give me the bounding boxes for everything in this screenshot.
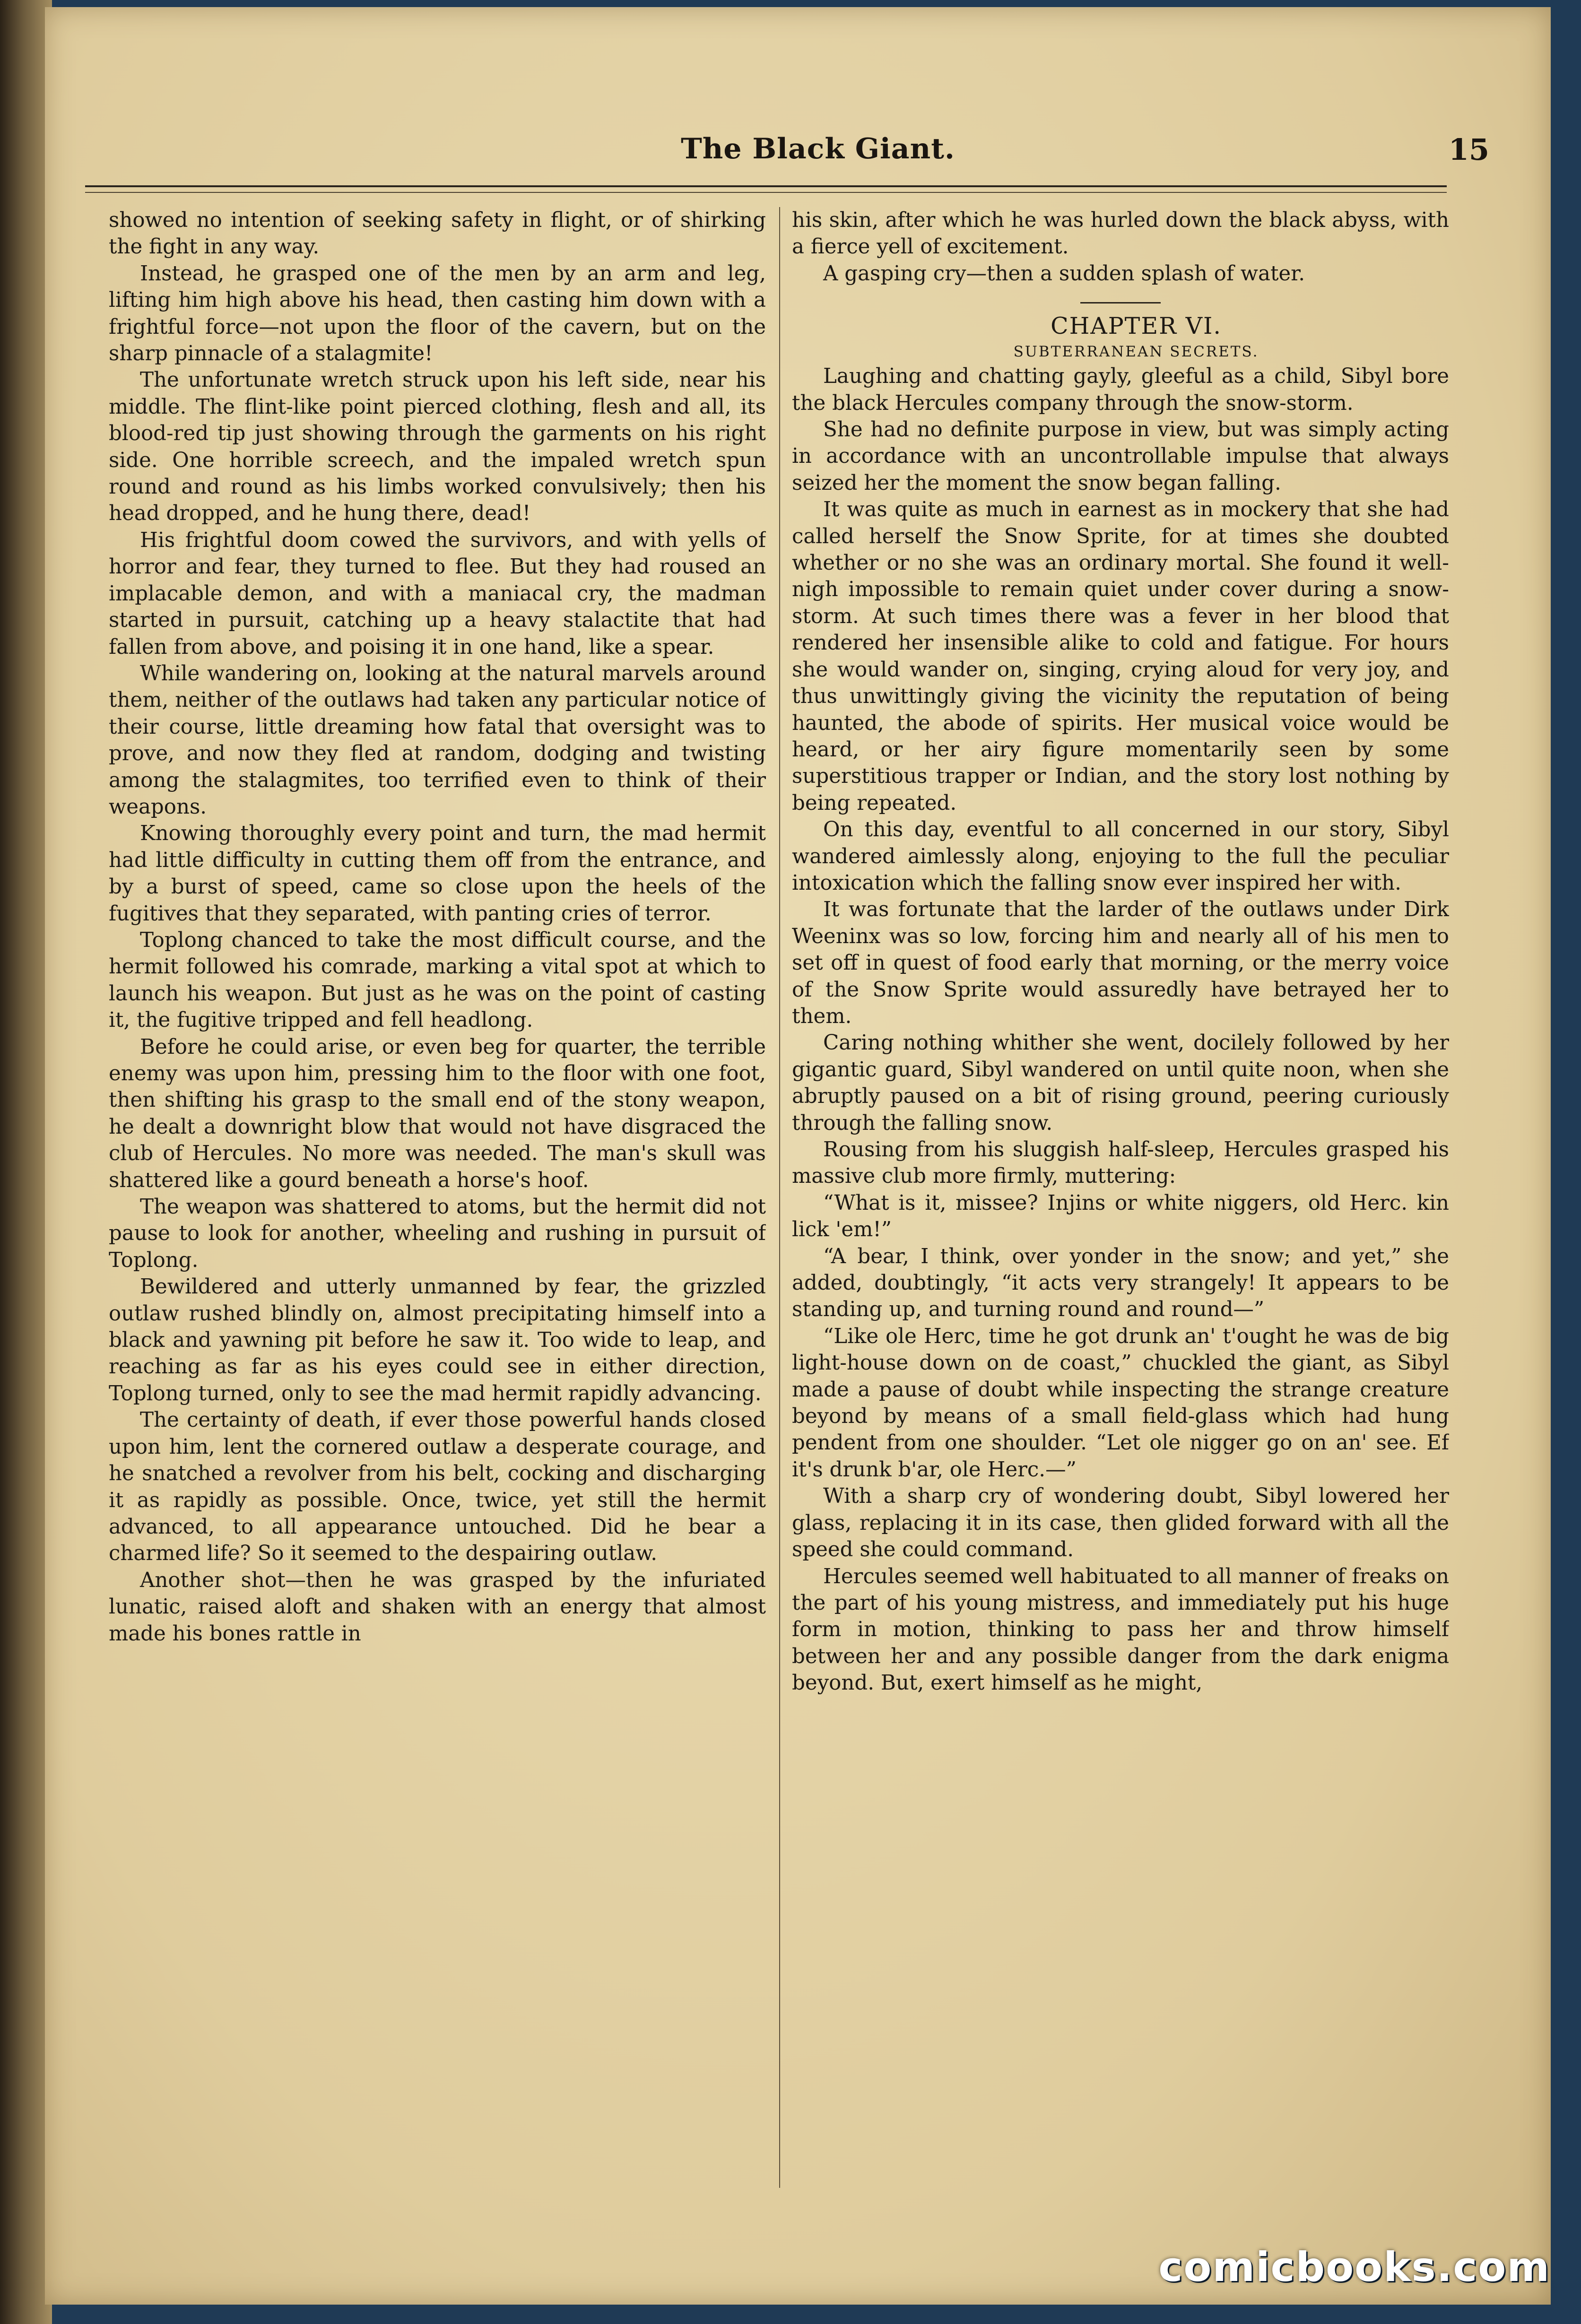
chapter-subtitle: SUBTERRANEAN SECRETS. xyxy=(1013,343,1259,361)
paragraph: Before he could arise, or even beg for quarter, the terrible enemy was upon him, pressing him to the floor with one foot, then shifting his grasp to the small end of the stony weapon, he dealt a downright blow that would not have disgraced the club of Hercules. No more was needed. The man's skull was shattered like a gourd beneath a horse's hoof. xyxy=(109,1035,766,1192)
left-column xyxy=(109,207,766,2183)
paragraph: Laughing and chatting gayly, gleeful as a child, Sibyl bore the black Hercules company through the snow-storm. xyxy=(792,364,1449,415)
paragraph: Toplong chanced to take the most difficult course, and the hermit followed his comrade, marking a vital spot at which to launch his weapon. But just as he was on the point of casting it, the fugitive tripped and fell headlong. xyxy=(109,928,766,1032)
text-columns xyxy=(109,207,1447,2193)
column-divider xyxy=(779,207,780,2188)
paragraph: She had no definite purpose in view, but was simply acting in accordance with an uncontrollable impulse that always seized her the moment the snow began falling. xyxy=(792,418,1449,495)
right-column xyxy=(792,207,1449,2183)
paragraph: “A bear, I think, over yonder in the snow; and yet,” she added, doubtingly, “it acts very strangely! It appears to be standing up, and turning round and round—” xyxy=(792,1244,1449,1322)
paragraph: “Like ole Herc, time he got drunk an' t'ought he was de big light-house down on de coast,” chuckled the giant, as Sibyl made a pause of doubt while inspecting the strange creature beyond by means of a small field-glass which had hung pendent from one shoulder. “Let ole nigger go on an' see. Ef it's drunk b'ar, ole Herc.—” xyxy=(792,1324,1449,1482)
paragraph: Instead, he grasped one of the men by an arm and leg, lifting him high above his head, then casting him down with a frightful force—not upon the floor of the cavern, but on the sharp pinnacle of a stalagmite! xyxy=(109,261,766,366)
paragraph: his skin, after which he was hurled down the black abyss, with a fierce yell of excitement. xyxy=(792,208,1449,259)
scan-binding-edge xyxy=(0,0,52,2324)
paragraph: It was quite as much in earnest as in mockery that she had called herself the Snow Sprite, for at times she doubted whether or no she was an ordinary mortal. She found it well-nigh impossible to remain quiet under cover during a snow-storm. At such times there was a fever in her blood that rendered her insensible alike to cold and fatigue. For hours she would wander on, singing, crying aloud for very joy, and thus unwittingly giving the vicinity the reputation of being haunted, the abode of spirits. Her musical voice would be heard, or her airy figure momentarily seen by some superstitious trapper or Indian, and the story lost nothing by being repeated. xyxy=(792,498,1449,815)
header-rule xyxy=(85,185,1447,193)
paragraph: His frightful doom cowed the survivors, and with yells of horror and fear, they turned to flee. But they had roused an implacable demon, and with a maniacal cry, the madman started in pursuit, catching up a heavy stalactite that had fallen from above, and poising it in one hand, like a spear. xyxy=(109,528,766,659)
watermark: comicbooks.com xyxy=(1158,2244,1550,2291)
running-header xyxy=(147,132,1489,175)
paragraph: It was fortunate that the larder of the outlaws under Dirk Weeninx was so low, forcing him and nearly all of his men to set off in quest of food early that morning, or the merry voice of the Snow Sprite would assuredly have betrayed her to them. xyxy=(792,898,1449,1028)
chapter-title: CHAPTER VI. xyxy=(1051,312,1222,340)
paragraph: The certainty of death, if ever those powerful hands closed upon him, lent the cornered outlaw a desperate courage, and he snatched a revolver from his belt, cocking and discharging it as rapidly as possible. Once, twice, yet still the hermit advanced, to all appearance untouched. Did he bear a charmed life? So it seemed to the despairing outlaw. xyxy=(109,1408,766,1566)
page-number: 15 xyxy=(1448,132,1489,167)
paragraph: With a sharp cry of wondering doubt, Sibyl lowered her glass, replacing it in its case, then glided forward with all the speed she could command. xyxy=(792,1484,1449,1562)
paragraph: Knowing thoroughly every point and turn, the mad hermit had little difficulty in cutting them off from the entrance, and by a burst of speed, came so close upon the heels of the fugitives that they separated, with panting cries of terror. xyxy=(109,822,766,926)
page-title: The Black Giant. xyxy=(681,132,955,165)
paragraph: The unfortunate wretch struck upon his left side, near his middle. The flint-like point pierced clothing, flesh and all, its blood-red tip just showing through the garments on his right side. One horrible screech, and the impaled wretch spun round and round as his limbs worked convulsively; then his head dropped, and he hung there, dead! xyxy=(109,368,766,526)
paragraph: Caring nothing whither she went, docilely followed by her gigantic guard, Sibyl wandered on until quite noon, when she abruptly paused on a bit of rising ground, peering curiously through the falling snow. xyxy=(792,1031,1449,1135)
paragraph: Bewildered and utterly unmanned by fear, the grizzled outlaw rushed blindly on, almost precipitating himself into a black and yawning pit before he saw it. Too wide to leap, and reaching as far as his eyes could see in either direction, Toplong turned, only to see the mad hermit rapidly advancing. xyxy=(109,1275,766,1405)
paragraph: Hercules seemed well habituated to all manner of freaks on the part of his young mistress, and immediately put his huge form in motion, thinking to pass her and throw himself between her and any possible danger from the dark enigma beyond. But, exert himself as he might, xyxy=(792,1564,1449,1695)
paragraph: showed no intention of seeking safety in flight, or of shirking the fight in any way. xyxy=(109,208,766,259)
paragraph: Rousing from his sluggish half-sleep, Hercules grasped his massive club more firmly, muttering: xyxy=(792,1138,1449,1188)
paragraph: The weapon was shattered to atoms, but the hermit did not pause to look for another, wheeling and rushing in pursuit of Toplong. xyxy=(109,1195,766,1272)
paragraph: Another shot—then he was grasped by the infuriated lunatic, raised aloft and shaken with an energy that almost made his bones rattle in xyxy=(109,1568,766,1646)
paragraph: “What is it, missee? Injins or white niggers, old Herc. kin lick 'em!” xyxy=(792,1191,1449,1242)
paragraph: While wandering on, looking at the natural marvels around them, neither of the outlaws had taken any particular notice of their course, little dreaming how fatal that oversight was to prove, and now they fled at random, dodging and twisting among the stalagmites, too terrified even to think of their weapons. xyxy=(109,661,766,819)
chapter-rule xyxy=(1080,302,1161,304)
paragraph: On this day, eventful to all concerned in our story, Sibyl wandered aimlessly along, enjoying to the full the peculiar intoxication which the falling snow ever inspired her with. xyxy=(792,818,1449,895)
paragraph: A gasping cry—then a sudden splash of water. xyxy=(823,261,1305,286)
